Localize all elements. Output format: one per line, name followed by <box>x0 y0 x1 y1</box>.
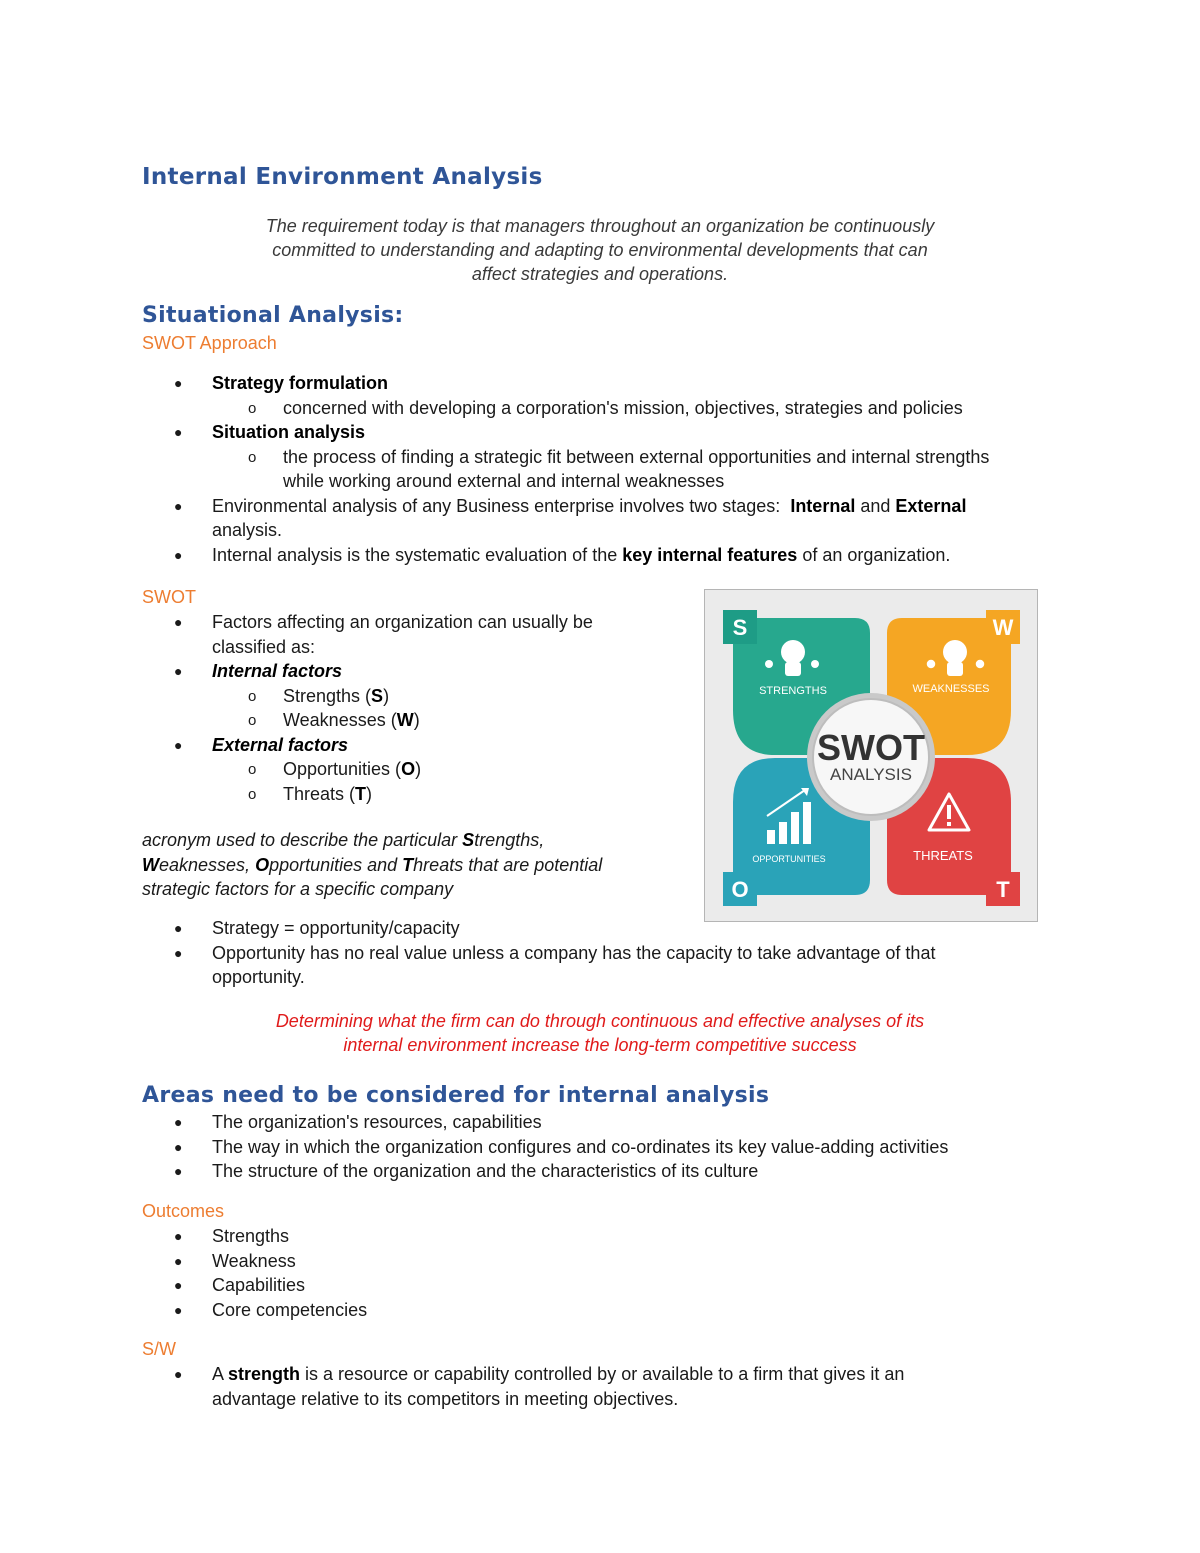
circle-bullet-icon: o <box>248 687 257 705</box>
bullet-icon: ● <box>174 663 183 679</box>
outcome-item: Capabilities <box>212 1275 306 1295</box>
text-span: Opportunity has no real value unless a company has the capacity to take advantage of that <box>212 942 936 963</box>
swot-subheading: SWOT <box>142 587 196 607</box>
letter-w: W <box>992 615 1014 640</box>
list-item <box>0 1273 1100 1298</box>
sub-list-item <box>0 684 700 709</box>
acronym-description <box>142 828 682 902</box>
text-span: Factors affecting an organization can usually be <box>212 612 593 632</box>
bullet-icon: ● <box>174 1252 183 1269</box>
sw-list <box>0 1362 1100 1411</box>
circle-bullet-icon: o <box>248 399 257 417</box>
text-span: ) <box>415 759 422 779</box>
text-span: Strengths ( <box>283 685 372 706</box>
swot-graphic <box>705 590 1037 921</box>
strengths-item <box>283 684 700 709</box>
letter-bold: O <box>401 759 416 779</box>
red-quote-line: internal environment increase the long-term competitive success <box>343 1035 857 1055</box>
circle-bullet-icon: o <box>248 761 257 778</box>
outcome-item: Strengths <box>212 1226 290 1246</box>
text-span: classified as: <box>212 636 316 657</box>
acronym-letter: O <box>255 854 270 875</box>
sub-list-item <box>0 757 700 782</box>
text-span: opportunity. <box>212 967 305 987</box>
list-item <box>0 1362 1100 1411</box>
circle-bullet-icon: o <box>248 712 257 729</box>
label-weaknesses: WEAKNESSES <box>912 683 990 695</box>
text-span: Threats ( <box>283 783 356 804</box>
internal-bold: Internal <box>790 495 856 516</box>
situational-list <box>0 371 1100 567</box>
area-item: The way in which the organization configures and co-ordinates its key value-adding activities <box>212 1136 949 1157</box>
bullet-icon: ● <box>174 546 183 563</box>
acronym-letter: S <box>462 830 475 850</box>
text-span: hreats that are potential <box>413 854 603 875</box>
bullet-icon: ● <box>174 497 183 514</box>
weaknesses-item <box>283 708 700 733</box>
intro-quote-line: affect strategies and operations. <box>471 264 729 284</box>
acronym-letter: T <box>402 854 414 875</box>
internal-factors-label: Internal factors <box>212 661 343 681</box>
list-item <box>0 1249 1100 1274</box>
strength-bold: strength <box>228 1364 301 1384</box>
swot-analysis-image <box>704 589 1038 922</box>
sub-list-item <box>0 445 1100 494</box>
bullet-icon: ● <box>174 944 183 961</box>
area-item: The structure of the organization and the characteristics of its culture <box>212 1161 759 1181</box>
letter-bold: T <box>355 783 367 804</box>
label-opportunities: OPPORTUNITIES <box>752 854 826 864</box>
outcomes-list <box>0 1224 1100 1322</box>
label-threats: THREATS <box>913 848 973 863</box>
strength-definition <box>212 1362 1100 1411</box>
bullet-icon: ● <box>174 1114 183 1130</box>
acronym-letter: W <box>142 854 159 875</box>
red-quote-line: Determining what the firm can do through continuous and effective analyses of its <box>275 1011 925 1031</box>
list-item <box>0 1298 1100 1323</box>
text-span: acronym used to describe the particular <box>142 830 463 850</box>
detail-line: the process of finding a strategic fit between external opportunities and internal strengths <box>283 446 990 467</box>
bullet-icon: ● <box>174 424 183 440</box>
list-item <box>0 1135 1100 1160</box>
bullet-icon: ● <box>174 1228 183 1244</box>
list-item <box>0 1159 1100 1184</box>
letter-o: O <box>731 877 749 902</box>
external-bold: External <box>895 495 967 516</box>
text-span: Internal analysis is the systematic evaluation of the <box>212 544 618 565</box>
letter-bold: W <box>396 710 414 730</box>
center-swot-text: SWOT <box>817 727 925 768</box>
bullet-icon: ● <box>174 375 183 391</box>
page-title: Internal Environment Analysis <box>142 164 543 190</box>
strategy-equation: Strategy = opportunity/capacity <box>212 918 460 938</box>
bullet-icon: ● <box>174 1277 183 1293</box>
list-item <box>0 1110 1100 1135</box>
intro-quote-line: committed to understanding and adapting to environmental developments that can <box>272 240 928 260</box>
intro-quote-line: The requirement today is that managers throughout an organization be continuously <box>265 216 935 236</box>
text-span: pportunities and <box>269 854 403 875</box>
text-span: is a resource or capability controlled by or available to a firm that gives it an <box>305 1364 905 1384</box>
letter-s: S <box>732 615 748 640</box>
label-strengths: STRENGTHS <box>759 685 827 697</box>
situation-analysis-detail <box>283 445 1100 494</box>
sub-list-item <box>0 708 700 733</box>
list-item <box>0 941 1100 990</box>
text-span: ) <box>383 685 390 706</box>
bullet-icon: ● <box>174 1138 183 1155</box>
swot-approach-subheading: SWOT Approach <box>142 333 277 353</box>
text-span: and <box>860 495 891 516</box>
factors-text <box>212 610 700 659</box>
text-span: trengths, <box>474 830 545 850</box>
list-item <box>0 916 1100 941</box>
intro-quote <box>200 214 1000 286</box>
text-span: ) <box>366 783 373 804</box>
list-item <box>0 420 1100 445</box>
list-item <box>0 494 1100 543</box>
opportunity-text <box>212 941 1100 990</box>
bullet-icon: ● <box>174 614 183 630</box>
areas-heading: Areas need to be considered for internal analysis <box>142 1083 770 1108</box>
sub-list-item <box>0 396 1100 421</box>
external-factors-label: External factors <box>212 734 349 755</box>
bullet-icon: ● <box>174 920 183 936</box>
opportunities-item <box>283 757 700 782</box>
list-item <box>0 543 1100 568</box>
text-span: A <box>212 1364 224 1384</box>
strategy-list <box>0 916 1100 990</box>
center-analysis-text: ANALYSIS <box>830 765 912 784</box>
threats-item <box>283 782 700 807</box>
text-span: strategic factors for a specific company <box>142 879 454 899</box>
bullet-icon: ● <box>174 1163 183 1179</box>
text-span: ) <box>413 710 420 730</box>
list-item <box>0 371 1100 396</box>
sw-subheading: S/W <box>142 1339 176 1359</box>
strategy-formulation-label: Strategy formulation <box>212 373 389 393</box>
outcome-item: Core competencies <box>212 1299 368 1320</box>
areas-list <box>0 1110 1100 1184</box>
letter-t: T <box>996 877 1010 902</box>
bullet-icon: ● <box>174 1366 183 1382</box>
outcome-item: Weakness <box>212 1250 296 1271</box>
key-features-bold: key internal features <box>622 544 798 565</box>
text-span: Opportunities ( <box>283 759 402 779</box>
list-item <box>0 659 700 684</box>
list-item <box>0 1224 1100 1249</box>
text-span: advantage relative to its competitors in meeting objectives. <box>212 1388 679 1409</box>
bullet-icon: ● <box>174 736 183 753</box>
bullet-icon: ● <box>174 1301 183 1318</box>
situation-analysis-label: Situation analysis <box>212 422 366 442</box>
text-span: of an organization. <box>802 544 951 565</box>
detail-line: while working around external and internal weaknesses <box>283 471 725 491</box>
letter-bold: S <box>371 685 384 706</box>
text-span: Weaknesses ( <box>283 710 397 730</box>
environmental-analysis-text <box>212 494 1100 543</box>
text-span: Environmental analysis of any Business enterprise involves two stages: <box>212 495 781 516</box>
circle-bullet-icon: o <box>248 785 257 803</box>
outcomes-subheading: Outcomes <box>142 1201 225 1221</box>
swot-factors-list <box>0 610 700 806</box>
list-item <box>0 733 700 758</box>
internal-analysis-text <box>212 543 1100 568</box>
area-item: The organization's resources, capabilities <box>212 1112 542 1132</box>
sub-list-item <box>0 782 700 807</box>
circle-bullet-icon: o <box>248 448 257 466</box>
text-span: eaknesses, <box>159 854 256 875</box>
situational-heading: Situational Analysis: <box>142 303 404 328</box>
text-span: analysis. <box>212 520 283 540</box>
list-item <box>0 610 700 659</box>
red-emphasis-quote <box>200 1009 1000 1057</box>
strategy-formulation-detail: concerned with developing a corporation's mission, objectives, strategies and policies <box>283 397 963 418</box>
